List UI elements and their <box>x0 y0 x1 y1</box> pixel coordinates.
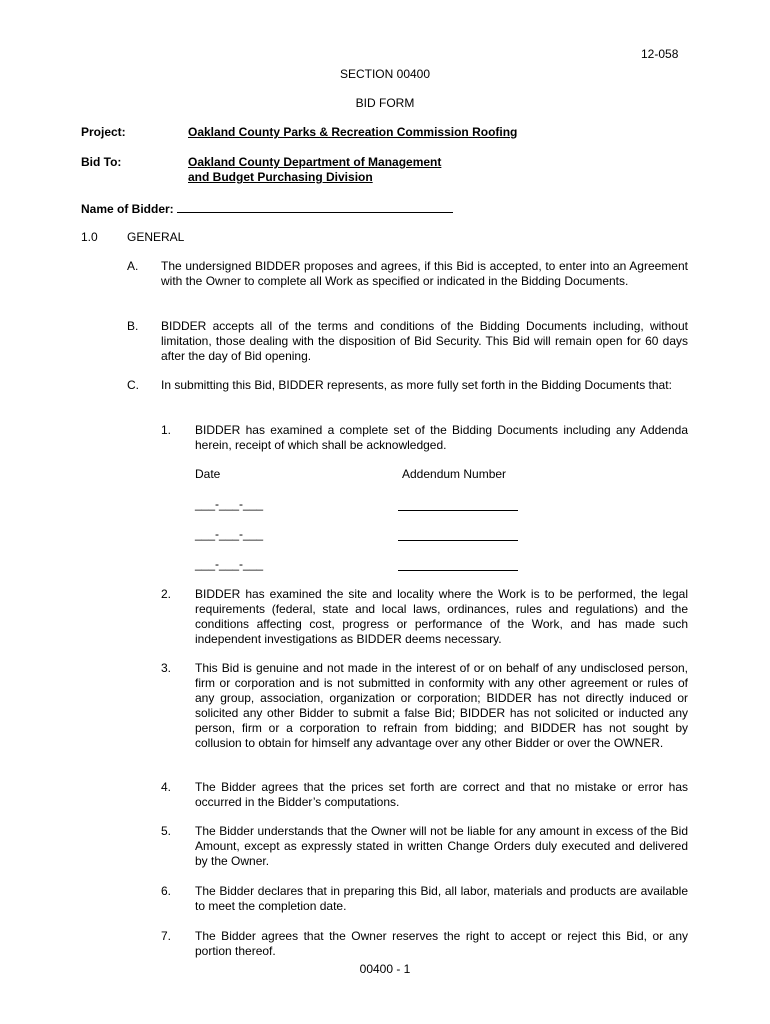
bidder-name-row <box>81 200 453 216</box>
item-text-6: The Bidder declares that in preparing this Bid, all labor, materials and products are available to meet the completion date. <box>195 884 688 913</box>
addendum-field-1[interactable] <box>398 510 518 511</box>
addendum-field-3[interactable] <box>398 570 518 571</box>
bid-to-line-2: and Budget Purchasing Division <box>188 170 373 184</box>
bid-to-line-1: Oakland County Department of Management <box>188 155 442 169</box>
item-text-1: BIDDER has examined a complete set of the Bidding Documents including any Addenda herein, receipt of which shall be acknowledged. <box>195 423 688 452</box>
date-field-3[interactable]: ___-___-___ <box>195 557 264 571</box>
general-number: 1.0 <box>81 230 98 244</box>
project-label: Project: <box>81 125 126 139</box>
item-number-5: 5. <box>161 824 172 838</box>
bidder-name-label: Name of Bidder: <box>81 202 174 216</box>
document-number: 12-058 <box>641 47 679 61</box>
paragraph-text-a: The undersigned BIDDER proposes and agrees, if this Bid is accepted, to enter into an Agreement with the Owner to complete all Work as specified or indicated in the Bidding Documents. <box>161 259 688 288</box>
general-title: GENERAL <box>127 230 185 244</box>
bid-to-label: Bid To: <box>81 155 122 169</box>
date-field-1[interactable]: ___-___-___ <box>195 497 264 511</box>
item-text-5: The Bidder understands that the Owner will not be liable for any amount in excess of the Bid Amount, except as expressly stated in written Change Orders duly executed and delivered by the Owner. <box>195 824 688 868</box>
paragraph-text-b: BIDDER accepts all of the terms and conditions of the Bidding Documents including, without limitation, those dealing with the disposition of Bid Security. This Bid will remain open for 60 days after the day of Bid opening. <box>161 319 688 363</box>
project-value: Oakland County Parks & Recreation Commission Roofing <box>188 125 518 139</box>
item-number-6: 6. <box>161 884 172 898</box>
item-number-4: 4. <box>161 780 172 794</box>
item-number-1: 1. <box>161 423 172 437</box>
paragraph-letter-b: B. <box>127 319 139 333</box>
item-text-3: This Bid is genuine and not made in the interest of or on behalf of any undisclosed person, firm or corporation and is not submitted in conformity with any other agreement or rules of any group, association, organization or corporation; BIDDER has not directly induced or solicited any other Bidder to submit a false Bid; BIDDER has not solicited or inducted any person, firm or a corporation to refrain from bidding; and BIDDER has not sought by collusion to obtain for himself any advantage over any other Bidder or over the OWNER. <box>195 661 688 750</box>
page-number: 00400 - 1 <box>359 962 411 976</box>
form-title: BID FORM <box>355 96 415 110</box>
paragraph-letter-a: A. <box>127 259 139 273</box>
item-text-7: The Bidder agrees that the Owner reserves the right to accept or reject this Bid, or any portion thereof. <box>195 929 688 958</box>
item-number-2: 2. <box>161 587 172 601</box>
addendum-column-header: Addendum Number <box>402 467 507 481</box>
date-column-header: Date <box>195 467 221 481</box>
paragraph-text-c: In submitting this Bid, BIDDER represents, as more fully set forth in the Bidding Documents that: <box>161 378 672 392</box>
bidder-name-field[interactable] <box>177 200 453 213</box>
item-text-2: BIDDER has examined the site and locality where the Work is to be performed, the legal requirements (federal, state and local laws, ordinances, rules and regulations) and the conditions affecting cost, progress or performance of the Work, and has made such independent investigations as BIDDER deems necessary. <box>195 587 688 646</box>
paragraph-letter-c: C. <box>127 378 139 392</box>
addendum-field-2[interactable] <box>398 540 518 541</box>
date-field-2[interactable]: ___-___-___ <box>195 527 264 541</box>
section-title: SECTION 00400 <box>339 67 431 81</box>
item-text-4: The Bidder agrees that the prices set forth are correct and that no mistake or error has occurred in the Bidder’s computations. <box>195 780 688 809</box>
item-number-7: 7. <box>161 929 172 943</box>
item-number-3: 3. <box>161 661 172 675</box>
